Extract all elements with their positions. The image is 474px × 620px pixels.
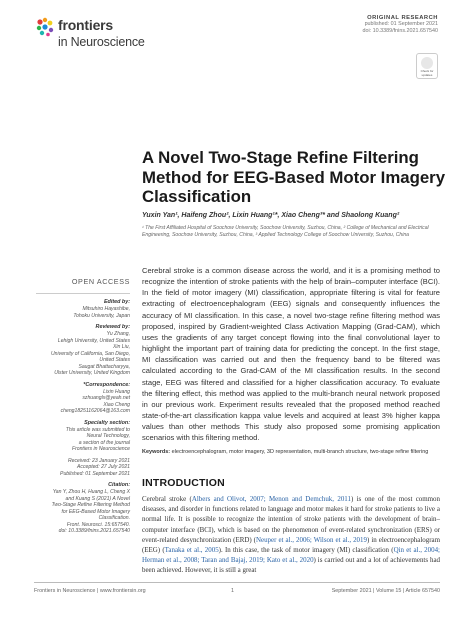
citation-link[interactable]: Albers and Olivot, 2007; Menon and Demchuk, 2011 (191, 495, 351, 503)
affiliations: ¹ The First Affiliated Hospital of Soochow University, Soochow University, Suzhou, China, ² College of Mechanical and Electrical Engineering, Soochow University, Suzhou, China, ³ Applied Technology College of Soochow University, Suzhou, China (142, 225, 429, 238)
correspondence-heading: *Correspondence: (83, 381, 130, 388)
reviewer-line: Lehigh University, United States (57, 337, 130, 344)
check-for-updates-button[interactable] (416, 53, 438, 79)
reviewer-line: University of California, San Diego, (51, 350, 130, 357)
journal-logo[interactable] (34, 14, 154, 50)
specialty-line: Frontiers in Neuroscience (71, 446, 130, 452)
article-sidebar (36, 277, 130, 535)
intro-text-segment: ) in electroencephalogram (EEG) ( (142, 535, 440, 555)
citation-line: and Kuang S (2021) A Novel (65, 495, 130, 502)
correspondent-email[interactable]: szhuanglx@yeah.net (82, 395, 130, 401)
frontiers-logo-icon (34, 16, 56, 38)
correspondent-name: Lixin Huang (103, 388, 130, 395)
intro-text-segment: ). In this case, the task of motor imagery (MI) classification ( (218, 546, 394, 555)
specialty-line: This article was submitted to (65, 426, 130, 433)
author-list[interactable]: Yuxin Yan¹, Haifeng Zhou², Lixin Huang¹*, Xiao Cheng³* and Shaolong Kuang² (142, 212, 400, 219)
editor-line: Mitsuhiro Hayashibe, (82, 306, 130, 312)
citation-link[interactable]: Neuper et al., 2006; Wilson et al., 2019 (256, 535, 367, 544)
keywords (142, 449, 440, 456)
citation-line: Front. Neurosci. 15:657540. (66, 521, 130, 528)
intro-text-segment: Cerebral stroke ( (142, 495, 192, 503)
introduction-text (142, 494, 440, 576)
keywords-label: Keywords: (142, 449, 171, 455)
reviewer-line: Yu Zhang, (106, 331, 130, 337)
citation-link[interactable]: Tanaka et al., 2005 (164, 546, 219, 555)
keywords-list: electroencephalogram, motor imagery, 3D representation, multi-branch structure, two-stage refine filtering (171, 449, 429, 455)
intro-text-segment: ) is one of the most common diseases, and disorder in functions related to language and motor makes it hard for stroke patients to live a normal life. It is possible to recognize the intention of stroke patients with the development of brain–computer interface (BCI), which is based on the phenomenon of event-related synchronization (ERS) or event-related desynchronization (ERD) ( (142, 495, 440, 544)
reviewer-line: Saugat Bhattacharyya, (78, 363, 130, 370)
reviewed-by-heading: Reviewed by: (95, 324, 130, 330)
citation-line: Yan Y, Zhou H, Huang L, Cheng X (52, 489, 130, 495)
reviewer-line: Ulster University, United Kingdom (54, 370, 130, 376)
citation-doi-line[interactable]: doi: 10.3389/fnins.2021.657540 (58, 528, 130, 534)
edited-by-heading: Edited by: (103, 299, 130, 305)
crossmark-icon (421, 57, 433, 69)
accepted-date: Accepted: 27 July 2021 (77, 464, 130, 470)
article-type: ORIGINAL RESEARCH (367, 15, 438, 21)
specialty-line: a section of the journal (78, 439, 130, 446)
footer-issue-info: September 2021 | Volume 15 | Article 657540 (331, 588, 440, 594)
abstract-text: Cerebral stroke is a common disease across the world, and it is a promising method to recognize the intention of stroke patients with the help of brain–computer interface (BCI). In the field of motor imagery (MI) classification, appropriate filtering is vital for feature extracting of electroencephalogram (EEG) signals and consequently influences the accuracy of MI classification. In this case, a novel two-stage refine filtering method was proposed, inspired by Gradient-weighted Class Activation Mapping (Grad-CAM), which uses the gradients of any target concept flowing into the final convolutional layer to highlight the important part of training data for predicting the concept. In the first stage, MI classification was carried out and then the frequency band to be filtered was calculated according to the Grad-CAM of the MI classification results. In the second stage, EEG was filtered and classified for a higher classification accuracy. To evaluate the filtering effect, this method was applied to the multi-branch neural network proposed in our previous work. Experiment results revealed that the proposed method reached state-of-the-art classification kappa value levels and acquired at least 3% higher kappa values than other methods This study also proposed some promising application scenarios with this filtering method. (142, 266, 440, 443)
published-date: published: 01 September 2021 (364, 21, 438, 27)
citation-heading: Citation: (108, 482, 130, 488)
specialty-line: Neural Technology, (86, 433, 130, 439)
citation-line: Classification. (98, 515, 130, 521)
footer-journal-link[interactable]: Frontiers in Neuroscience | www.frontiersin.org (34, 588, 146, 594)
correspondent-email[interactable]: cheng18251162064@163.com (60, 408, 130, 414)
open-access-label: OPEN ACCESS (71, 277, 130, 286)
intro-text-segment: ) is carried out and a lot of achievements had been achieved. However, it is still a great (142, 556, 441, 575)
sidebar-divider (36, 293, 130, 294)
editor-line: Tohoku University, Japan (73, 312, 130, 319)
page-number: 1 (231, 588, 234, 594)
logo-brand-text: frontiers (58, 17, 113, 33)
citation-line: for EEG-Based Motor Imagery (61, 508, 130, 515)
crossmark-label: Check for updates (420, 69, 434, 77)
footer-divider (34, 582, 440, 583)
section-heading-introduction: INTRODUCTION (142, 477, 225, 489)
article-meta (298, 15, 438, 35)
correspondent-name: Xiao Cheng (103, 401, 130, 408)
citation-line: Two-Stage Refine Filtering Method (51, 502, 130, 508)
logo-journal-text: in Neuroscience (58, 35, 145, 49)
doi-link[interactable]: doi: 10.3389/fnins.2021.657540 (362, 28, 438, 34)
citation-link[interactable]: Qin et al., 2004; Herman et al., 2008; Taran and Bajaj, 2019; Kato et al., 2020 (142, 546, 440, 565)
reviewer-line: Xin Liu, (113, 344, 130, 350)
received-date: Received: 23 January 2021 (67, 457, 130, 464)
published-date-sidebar: Published: 01 September 2021 (60, 470, 130, 477)
reviewer-line: United States (99, 357, 130, 363)
article-title: A Novel Two-Stage Refine Filtering Method for EEG-Based Motor Imagery Classification (142, 148, 446, 206)
specialty-heading: Specialty section: (84, 419, 130, 426)
